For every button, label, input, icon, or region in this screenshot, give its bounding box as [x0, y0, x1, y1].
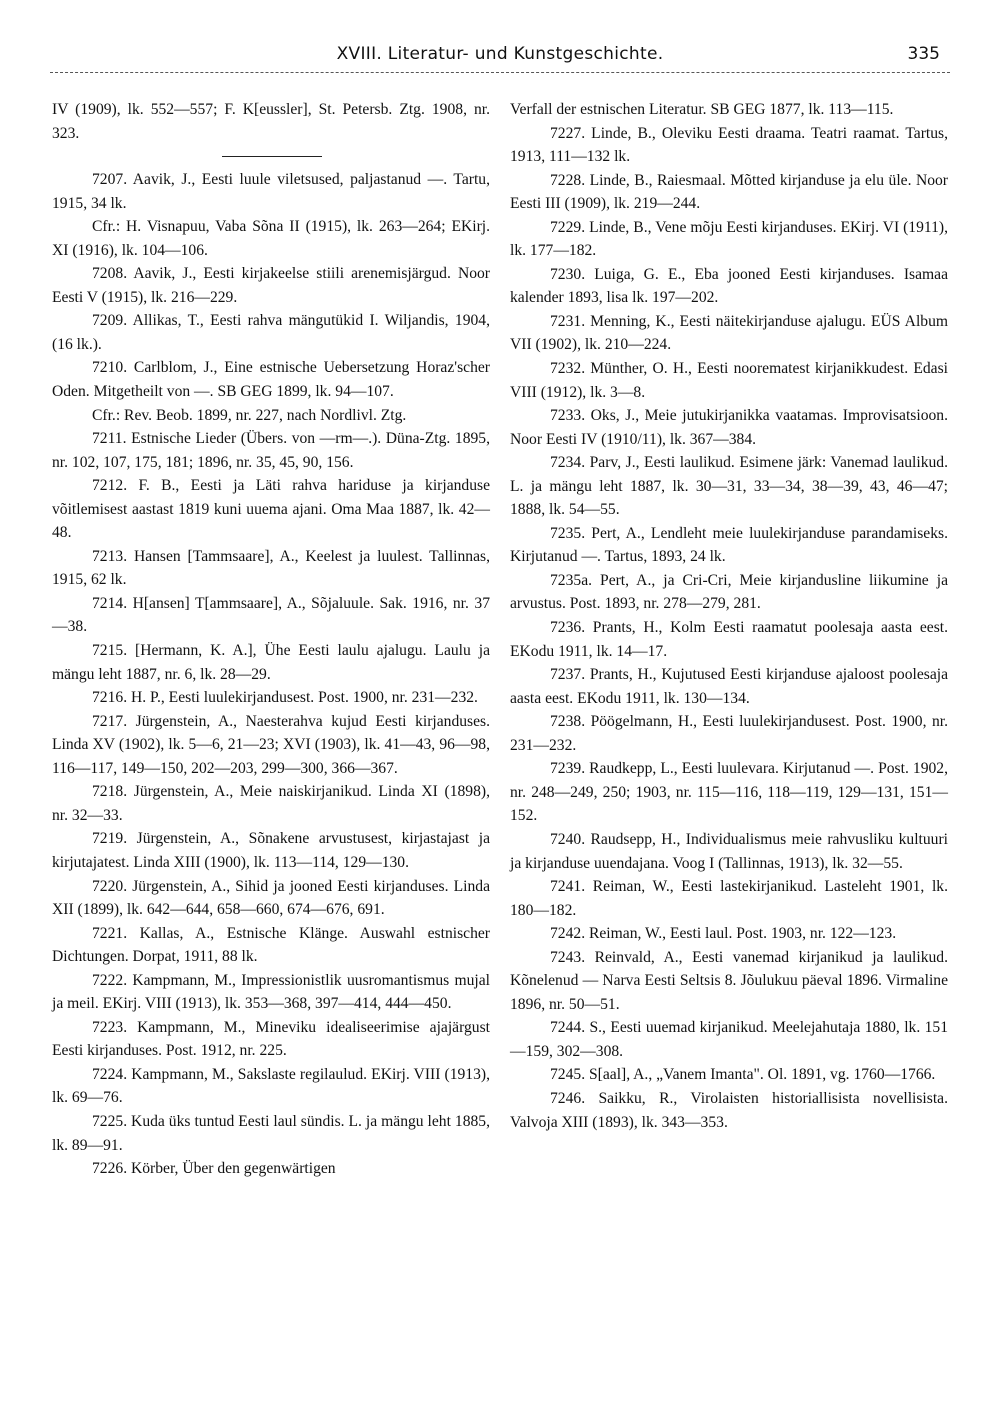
- entry-7240: 7240. Raudsepp, H., Individualismus meie rahvusliku kultuuri ja kirjanduse uuendajana. Voog I (Tallinnas, 1913), lk. 32—55.: [510, 830, 948, 872]
- entry-7229: 7229. Linde, B., Vene mõju Eesti kirjanduses. EKirj. VI (1911), lk. 177—182.: [510, 218, 948, 260]
- entry-7218: 7218. Jürgenstein, A., Meie naiskirjanikud. Linda XI (1898), nr. 32—33.: [52, 783, 490, 824]
- entry-7214: 7214. H[ansen] T[ammsaare], A., Sõjaluule. Sak. 1916, nr. 37—38.: [52, 594, 490, 636]
- entry-7225: 7225. Kuda üks tuntud Eesti laul sündis. L. ja mängu leht 1885, lk. 89—91.: [52, 1112, 490, 1154]
- entry-7213: 7213. Hansen [Tammsaare], A., Keelest ja luulest. Tallinnas, 1915, 62 lk.: [52, 547, 490, 589]
- entry-7211: 7211. Estnische Lieder (Übers. von —rm—.). Düna-Ztg. 1895, nr. 102, 107, 175, 181; 1896, nr. 35, 45, 90, 156.: [52, 430, 490, 471]
- running-title: XVIII. Literatur- und Kunstgeschichte.: [336, 44, 664, 64]
- entry-7234: 7234. Parv, J., Eesti laulikud. Esimene järk: Vanemad laulikud. L. ja mängu leht 1887, lk. 30—31, 33—34, 38—39, 43, 46—47; 1888, lk. 54—55.: [510, 454, 948, 519]
- entry-7235: 7235. Pert, A., Lendleht meie luulekirjanduse parandamiseks. Kirjutanud —. Tartus, 1893, 24 lk.: [510, 524, 948, 566]
- entry-7235a: 7235a. Pert, A., ja Cri-Cri, Meie kirjandusline liikumine ja arvustus. Post. 1893, nr. 278—279, 281.: [510, 571, 948, 613]
- left-column: [52, 98, 490, 1181]
- entry-7233: 7233. Oks, J., Meie jutukirjanikka vaatamas. Improvisatsioon. Noor Eesti IV (1910/11), lk. 367—384.: [510, 407, 948, 448]
- section-separator: [52, 145, 490, 168]
- entry-7232: 7232. Münther, O. H., Eesti noorematest kirjanikkudest. Edasi VIII (1912), lk. 3—8.: [510, 360, 948, 401]
- entry-7209: 7209. Allikas, T., Eesti rahva mängutükid I. Wiljandis, 1904, (16 lk.).: [52, 312, 490, 353]
- entry-7220: 7220. Jürgenstein, A., Sihid ja jooned Eesti kirjanduses. Linda XII (1899), lk. 642—644, 658—660, 674—676, 691.: [52, 877, 490, 919]
- right-column: [510, 98, 948, 1134]
- entry-7237: 7237. Prants, H., Kujutused Eesti kirjanduse ajaloost poolesaja aasta eest. EKodu 1911, lk. 130—134.: [510, 666, 948, 707]
- entry-7241: 7241. Reiman, W., Eesti lastekirjanikud. Lasteleht 1901, lk. 180—182.: [510, 878, 948, 919]
- entry-7221: 7221. Kallas, A., Estnische Klänge. Auswahl estnischer Dichtungen. Dorpat, 1911, 88 lk.: [52, 924, 490, 966]
- entry-7244: 7244. S., Eesti uuemad kirjanikud. Meelejahutaja 1880, lk. 151—159, 302—308.: [510, 1019, 948, 1060]
- header-rule: [50, 72, 950, 73]
- entry-7238: 7238. Pöögelmann, H., Eesti luulekirjandusest. Post. 1900, nr. 231—232.: [510, 713, 948, 754]
- page-number: 335: [907, 44, 940, 64]
- entry-7222: 7222. Kampmann, M., Impressionistlik uusromantismus mujal ja meil. EKirj. VIII (1913), lk. 353—368, 397—414, 444—450.: [52, 971, 490, 1013]
- entry-7207-cfr: Cfr.: H. Visnapuu, Vaba Sõna II (1915), lk. 263—264; EKirj. XI (1916), lk. 104—106.: [52, 218, 490, 259]
- entry-7227: 7227. Linde, B., Oleviku Eesti draama. Teatri raamat. Tartus, 1913, 111—132 lk.: [510, 124, 948, 166]
- entry-7226-continuation: Verfall der estnischen Literatur. SB GEG 1877, lk. 113—115.: [510, 101, 894, 118]
- entry-7242: 7242. Reiman, W., Eesti laul. Post. 1903, nr. 122—123.: [550, 925, 897, 943]
- entry-7245: 7245. S[aal], A., „Vanem Imanta". Ol. 1891, vg. 1760—1766.: [550, 1066, 936, 1084]
- entry-7210: 7210. Carlblom, J., Eine estnische Uebersetzung Horaz'scher Oden. Mitgetheilt von —. SB GEG 1899, lk. 94—107.: [52, 359, 490, 401]
- entry-7231: 7231. Menning, K., Eesti näitekirjanduse ajalugu. EÜS Album VII (1902), lk. 210—224.: [510, 312, 948, 354]
- entry-7207: 7207. Aavik, J., Eesti luule viletsused, paljastanud —. Tartu, 1915, 34 lk.: [52, 171, 490, 212]
- entry-7246: 7246. Saikku, R., Virolaisten historiallisista novellisista. Valvoja XIII (1893), lk. 343—353.: [510, 1089, 948, 1131]
- entry-7216: 7216. H. P., Eesti luulekirjandusest. Post. 1900, nr. 231—232.: [92, 689, 478, 707]
- entry-7226: 7226. Körber, Über den gegenwärtigen: [92, 1160, 336, 1178]
- entry-7236: 7236. Prants, H., Kolm Eesti raamatut poolesaja aasta eest. EKodu 1911, lk. 14—17.: [510, 619, 948, 660]
- entry-7223: 7223. Kampmann, M., Mineviku idealiseerimise ajajärgust Eesti kirjanduses. Post. 1912, nr. 225.: [52, 1018, 490, 1060]
- entry-7217: 7217. Jürgenstein, A., Naesterahva kujud Eesti kirjanduses. Linda XV (1902), lk. 5—6, 21—23; XVI (1903), lk. 41—43, 96—98, 116—117, 149—150, 202—203, 299—300, 366—367.: [52, 712, 490, 777]
- entry-7228: 7228. Linde, B., Raiesmaal. Mõtted kirjanduse ja elu üle. Noor Eesti III (1909), lk. 219—244.: [510, 171, 948, 213]
- entry-7230: 7230. Luiga, G. E., Eba jooned Eesti kirjanduses. Isamaa kalender 1893, lisa lk. 197—202.: [510, 265, 948, 307]
- entry-7239: 7239. Raudkepp, L., Eesti luulevara. Kirjutanud —. Post. 1902, nr. 248—249, 250; 1903, nr. 115—116, 118—119, 129—131, 151—152.: [510, 760, 948, 825]
- entry-7224: 7224. Kampmann, M., Sakslaste regilaulud. EKirj. VIII (1913), lk. 69—76.: [52, 1065, 490, 1107]
- entry-7219: 7219. Jürgenstein, A., Sõnakene arvustusest, kirjastajast ja kirjutajatest. Linda XIII (1900), lk. 113—114, 129—130.: [52, 830, 490, 871]
- entry-7243: 7243. Reinvald, A., Eesti vanemad kirjanikud ja laulikud. Kõnelenud — Narva Eesti Seltsis 8. Jõulukuu päeval 1896. Virmaline 1896, nr. 50—51.: [510, 948, 948, 1013]
- entry-7215: 7215. [Hermann, K. A.], Ühe Eesti laulu ajalugu. Laulu ja mängu leht 1887, nr. 6, lk. 28—29.: [52, 642, 490, 683]
- entry-7212: 7212. F. B., Eesti ja Läti rahva hariduse ja kirjanduse võitlemisest aastast 1819 kuni uuema ajani. Oma Maa 1887, lk. 42—48.: [52, 477, 490, 542]
- page-header: [50, 44, 950, 76]
- entry-continuation: IV (1909), lk. 552—557; F. K[eussler], St. Petersb. Ztg. 1908, nr. 323.: [52, 101, 490, 142]
- entry-7210-cfr: Cfr.: Rev. Beob. 1899, nr. 227, nach Nordlivl. Ztg.: [92, 406, 407, 424]
- entry-7208: 7208. Aavik, J., Eesti kirjakeelse stiili arenemisjärgud. Noor Eesti V (1915), lk. 216—229.: [52, 265, 490, 306]
